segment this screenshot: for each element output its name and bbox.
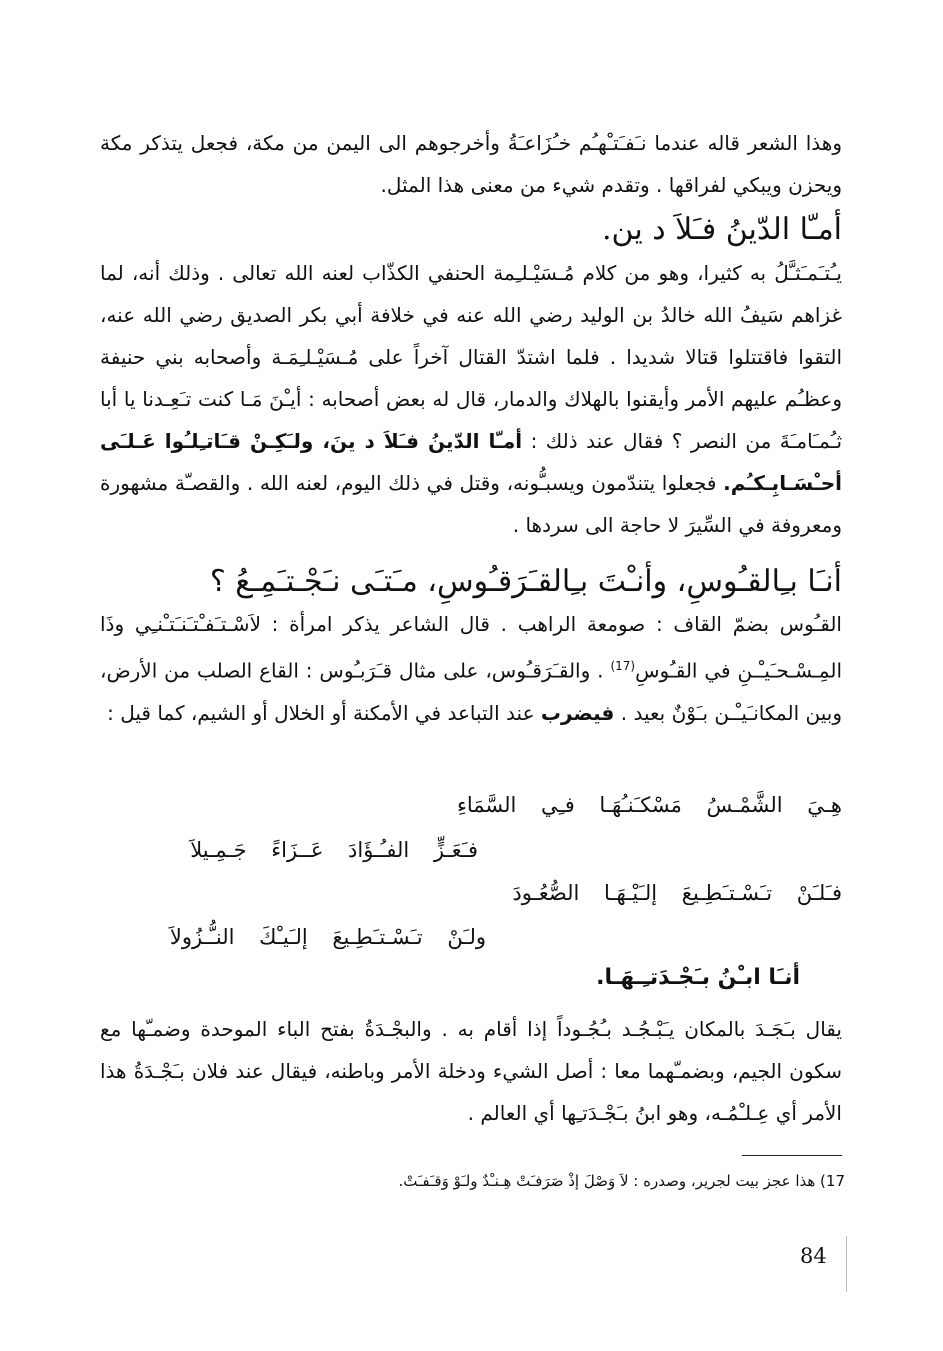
paragraph-3-bold: فيضرب	[540, 700, 615, 725]
verse-4	[96, 922, 486, 952]
paragraph-1	[100, 122, 842, 206]
heading-3-text: أنـَا ابـْنُ بـَجْـدَتـِـهَـا.	[596, 965, 800, 990]
verse-2-text: فـَعَـزٍّ الفـُـؤَادَ عَــزَاءً جَـمِـيلاَ	[190, 838, 478, 862]
paragraph-4-text: يقال بـَجَـدَ بالمكان يـَبْـجُـد بـُجُـوداً إذا أقام به . والبجْـدَةُ بفتح الباء الموحدة وضمـّها مع سكون الجيم، وبضمـّهما معا : أصل الشيء ودخلة الأمر وباطنه، فيقال عند فلان بـَجْـدَةُ هذا الأمر أي عِـلـْمُـه، وهو ابنُ بـَجْـدَتـِها أي العالم .	[100, 1017, 842, 1125]
footnote-divider	[742, 1155, 842, 1156]
verse-1	[422, 790, 842, 820]
heading-1	[100, 210, 842, 250]
verse-3	[422, 878, 842, 908]
paragraph-2-quote: أمـّا الدّينُ فـَلاَ د ينَ، ولـَكِـنْ قـَاتـِلـُوا عَـلـَى أحـْسَـابِـكـُم.	[100, 429, 842, 495]
paragraph-3-lead: القـُوس بضمّ القاف : صومعة الراهب . قال الشاعر يذكر امرأة : لاَسْـتـَفـْتـَنـَتـْنـِي وذَا المِـسْـحـَيـْـنِ في القـُوسِ	[100, 612, 843, 683]
page-edge-mark	[846, 1236, 847, 1292]
verse-4-text: ولـَنْ تـَسْـتـَطِـيعَ إلـَيـْكَ النـُّـزُولاَ	[169, 925, 486, 949]
paragraph-2	[100, 252, 842, 546]
paragraph-1-text: وهذا الشعر قاله عندما نـَفـَتـْهـُم خـُزَاعـَةُ وأخرجوهم الى اليمن من مكة، فجعل يتذكر مكة ويحزن ويبكي لفراقها . وتقدم شيء من معنى هذا المثل.	[100, 131, 842, 197]
footnote-text: هذا عجز بيت لجرير، وصدره : لاَ وَصْلَ إذْ صَرَفـَتْ هِـنـْدٌ ولـَوْ وَقـَفـَتْ.	[398, 1172, 816, 1190]
paragraph-4	[100, 1008, 842, 1134]
paragraph-2-lead: يـُتـَمـَثـَّلُ به كثيرا، وهو من كلام مُـسَيْـلـِمة الحنفي الكذّاب لعنه الله تعالى . وذلك أنه، لما غزاهم سَيفُ الله خالدُ بن الوليد رضي الله عنه في خلافة أبي بكر الصديق رضي الله عنه، التقوا فاقتتلوا قتالا شديدا . فلما اشتدّ القتال آخراً على مُـسَيْـلـِمَـة وأصحابه بني حنيفة وعظـُم عليهم الأمر وأيقنوا بالهلاك والدمار، قال له بعض أصحابه : أيـْنَ مَـا كنت تـَعِـدنا يا أبا ثـُمـَامـَةَ من النصر ؟ فقال عند ذلك :	[100, 261, 843, 453]
verse-3-text: فـَلـَنْ تـَسْـتـَطِـيعَ إلـَيْـهَـا الصُّعُـودَ	[512, 881, 842, 905]
heading-2	[100, 562, 842, 602]
page-number: 84	[800, 1244, 827, 1268]
paragraph-2-tail: فجعلوا يتندّمون ويسبـُّونه، وقتل في ذلك اليوم، لعنه الله . والقصـّة مشهورة ومعروفة في السِّيرَ لا حاجة الى سردها .	[100, 471, 842, 537]
footnote-number: 17)	[820, 1172, 845, 1190]
paragraph-2-text	[100, 252, 842, 546]
footnote-ref: (17)	[610, 659, 636, 673]
paragraph-3-mid: . والقـَرَقـُوس، على مثال قـَرَبـُوس : القاع الصلب من الأرض، وبين المكانـَيـْـن بـَوْنٌ بعيد .	[100, 658, 842, 725]
paragraph-3	[100, 603, 842, 734]
verse-1-text: هِـيَ الشَّمْـسُ مَسْكـَنـُهَـا فـِي السَّمَاءِ	[457, 793, 842, 817]
footnote	[300, 1168, 845, 1194]
paragraph-3-text	[100, 603, 842, 734]
heading-2-text: أنـَا بـِالقـُوسِ، وأنـْتَ بـِالقـَرَقـُوسِ، مـَتـَى نـَجْـتـَمِـعُ ؟	[209, 564, 842, 599]
verse-2	[98, 835, 478, 865]
paragraph-3-tail: عند التباعد في الأمكنة أو الخلال أو الشيم، كما قيل :	[107, 700, 535, 725]
heading-3	[100, 958, 800, 998]
heading-1-text: أمـّا الدّينُ فـَلاَ د ين.	[602, 212, 842, 247]
